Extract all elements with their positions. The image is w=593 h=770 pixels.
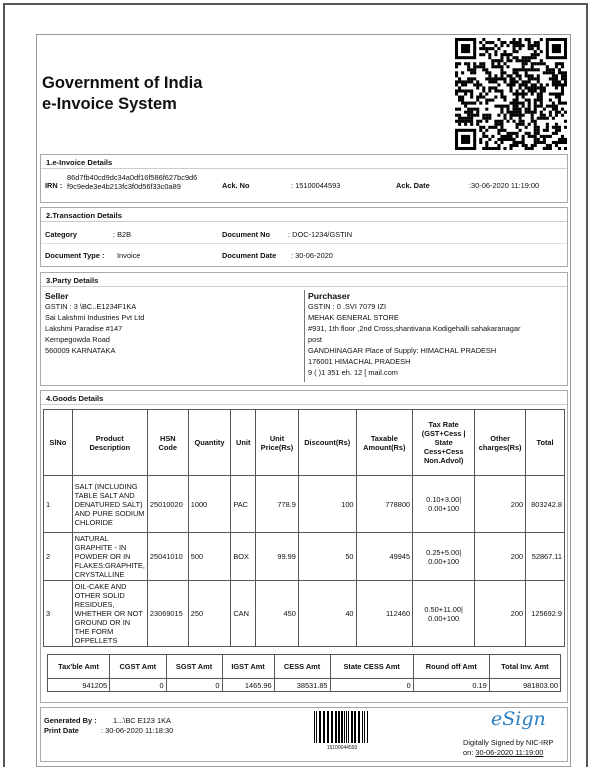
- esign-logo: eSign: [491, 708, 546, 730]
- seller-heading: Seller: [45, 291, 69, 301]
- party-details-section: [40, 272, 568, 386]
- signed-on-label: on:: [463, 748, 474, 757]
- cell-price: 450: [256, 581, 299, 647]
- tax-rate-cell: [413, 533, 475, 581]
- goods-column-header: Discount(Rs): [298, 410, 356, 476]
- cell-other: 200: [475, 533, 526, 581]
- address-line: post: [308, 335, 322, 344]
- tax-rate-line-1: 0.10+3.00|: [426, 495, 462, 504]
- cell-unit: BOX: [231, 533, 256, 581]
- tax-rate-line-2: 0.00+100: [428, 613, 460, 623]
- totals-column-header: IGST Amt: [222, 655, 274, 679]
- purchaser-address: [308, 301, 520, 378]
- totals-table: [47, 654, 561, 692]
- goods-column-header: Other charges(Rs): [475, 410, 526, 476]
- cell-slno: 3: [44, 581, 73, 647]
- purchaser-heading: Purchaser: [308, 291, 351, 301]
- irn-line-2: f9c9ede3e4b213fc3f0d56f33c0a89: [67, 182, 181, 191]
- cell-price: 99.99: [256, 533, 299, 581]
- cell-slno: 2: [44, 533, 73, 581]
- goods-column-header: HSN Code: [147, 410, 188, 476]
- title-line-2: e-Invoice System: [42, 95, 177, 113]
- totals-value: 981803.00: [489, 679, 560, 692]
- cell-taxable: 778800: [356, 476, 413, 533]
- print-date-value: : 30-06-2020 11:18:30: [101, 726, 174, 735]
- cell-discount: 50: [298, 533, 356, 581]
- transaction-details-section: [40, 207, 568, 267]
- cell-other: 200: [475, 476, 526, 533]
- document-no-label: Document No: [222, 230, 271, 239]
- signed-by-text: Digitally Signed by NIC-IRP: [463, 738, 554, 747]
- goods-column-header: Unit Price(Rs): [256, 410, 299, 476]
- tax-rate-line-1: 0.50+11.00|: [424, 604, 463, 614]
- totals-value: 0.19: [413, 679, 489, 692]
- goods-column-header: SlNo: [44, 410, 73, 476]
- goods-column-header: Product Description: [72, 410, 147, 476]
- cell-desc: SALT (INCLUDING TABLE SALT AND DENATURED SALT) AND PURE SODIUM CHLORIDE: [72, 476, 147, 533]
- goods-details-section: [40, 390, 568, 703]
- irn-value: [67, 173, 197, 191]
- cell-desc: NATURAL GRAPHITE - IN POWDER OR IN FLAKES:GRAPHITE, CRYSTALLINE: [72, 533, 147, 581]
- goods-column-header: Quantity: [188, 410, 231, 476]
- totals-column-header: Total Inv. Amt: [489, 655, 560, 679]
- cell-desc: OIL-CAKE AND OTHER SOLID RESIDUES, WHETHER OR NOT GROUND OR IN THE FORM OFPELLETS: [72, 581, 147, 647]
- cell-taxable: 112460: [356, 581, 413, 647]
- goods-column-header: Tax Rate (GST+Cess | State Cess+Cess Non.Advol): [413, 410, 475, 476]
- goods-table: [43, 409, 565, 647]
- table-row: [44, 581, 565, 647]
- document-date-value: : 30-06-2020: [291, 251, 333, 260]
- seller-block: [45, 291, 144, 356]
- qr-code: [455, 38, 567, 150]
- category-value: : B2B: [113, 230, 132, 239]
- cell-total: 125692.9: [526, 581, 565, 647]
- address-line: 560009 KARNATAKA: [45, 346, 116, 355]
- address-line: 176001 HIMACHAL PRADESH: [308, 357, 411, 366]
- cell-other: 200: [475, 581, 526, 647]
- ack-date-label: Ack. Date: [396, 181, 430, 190]
- category-label: Category: [45, 230, 78, 239]
- totals-column-header: SGST Amt: [166, 655, 222, 679]
- cell-qty: 250: [188, 581, 231, 647]
- address-line: 9 ( )1 351 eh. 12 [ mail.com: [308, 368, 398, 377]
- totals-value: 941205: [48, 679, 110, 692]
- purchaser-block: [308, 291, 520, 378]
- address-line: Kempegowda Road: [45, 335, 110, 344]
- cell-hsn: 23069015: [147, 581, 188, 647]
- address-line: GANDHINAGAR Place of Supply: HIMACHAL PRADESH: [308, 346, 497, 355]
- totals-value: 0: [166, 679, 222, 692]
- address-line: MEHAK GENERAL STORE: [308, 313, 399, 322]
- generated-by-label: Generated By :: [44, 716, 97, 725]
- totals-column-header: Tax'ble Amt: [48, 655, 110, 679]
- section-title: 1.e-Invoice Details: [41, 155, 567, 169]
- tax-rate-cell: [413, 581, 475, 647]
- cell-qty: 1000: [188, 476, 231, 533]
- document-type-value: Invoice: [117, 251, 141, 260]
- generated-by-value: 1...\BC E123 1KA: [113, 716, 171, 725]
- tax-rate-cell: [413, 476, 475, 533]
- title-line-1: Government of India: [42, 74, 203, 92]
- tax-rate-line-1: 0.25+5.00|: [426, 547, 462, 557]
- document-date-label: Document Date: [222, 251, 277, 260]
- address-line: Sai Lakshmi Industries Pvt Ltd: [45, 313, 145, 322]
- totals-column-header: State CESS Amt: [330, 655, 413, 679]
- cell-discount: 40: [298, 581, 356, 647]
- ack-no-label: Ack. No: [222, 181, 250, 190]
- table-row: [44, 476, 565, 533]
- tax-rate-line-2: 0.00+100: [428, 556, 460, 566]
- address-line: GSTIN : 3 \BC..E1234F1KA: [45, 302, 137, 311]
- print-date-label: Print Date: [44, 726, 79, 735]
- irn-line-1: 86d7fb40cd9dc34a0df16f586f627bc9d6: [67, 173, 198, 182]
- cell-hsn: 25010020: [147, 476, 188, 533]
- totals-value: 0: [110, 679, 167, 692]
- einvoice-page: [36, 34, 571, 767]
- signed-date: 30-06-2020 11:19:00: [475, 748, 544, 757]
- goods-column-header: Total: [526, 410, 565, 476]
- signed-on-line: [463, 748, 543, 757]
- cell-total: 52867.11: [526, 533, 565, 581]
- address-line: #931, 1th floor ,2nd Cross,shantivana Kodigehalli sahakaranagar: [308, 324, 521, 333]
- totals-column-header: CESS Amt: [274, 655, 330, 679]
- cell-price: 778.9: [256, 476, 299, 533]
- document-no-value: : DOC-1234/GSTIN: [288, 230, 353, 239]
- totals-column-header: Round off Amt: [413, 655, 489, 679]
- cell-taxable: 49945: [356, 533, 413, 581]
- address-line: Lakshmi Paradise #147: [45, 324, 123, 333]
- footer-section: [40, 707, 568, 762]
- cell-slno: 1: [44, 476, 73, 533]
- cell-total: 803242.8: [526, 476, 565, 533]
- ack-no-value: : 15100044593: [291, 181, 341, 190]
- section-title: 2.Transaction Details: [41, 208, 567, 222]
- section-title: 3.Party Details: [41, 273, 567, 287]
- address-line: GSTIN : 0 .SVI 7079 IZI: [308, 302, 387, 311]
- cell-unit: PAC: [231, 476, 256, 533]
- table-row: [44, 533, 565, 581]
- page-title: [42, 73, 202, 115]
- einvoice-details-section: [40, 154, 568, 203]
- section-title: 4.Goods Details: [41, 391, 567, 405]
- document-type-label: Document Type :: [45, 251, 105, 260]
- barcode: [314, 711, 370, 743]
- tax-rate-line-2: 0.00+100: [428, 504, 460, 513]
- seller-address: [45, 301, 144, 356]
- goods-column-header: Unit: [231, 410, 256, 476]
- goods-column-header: Taxable Amount(Rs): [356, 410, 413, 476]
- barcode-number: 15100044593: [326, 745, 358, 751]
- cell-hsn: 25041010: [147, 533, 188, 581]
- totals-value: 38531.85: [274, 679, 330, 692]
- totals-value: 0: [330, 679, 413, 692]
- irn-label: IRN :: [45, 181, 63, 190]
- cell-qty: 500: [188, 533, 231, 581]
- cell-discount: 100: [298, 476, 356, 533]
- cell-unit: CAN: [231, 581, 256, 647]
- ack-date-value: :30-06-2020 11:19:00: [469, 181, 540, 190]
- totals-column-header: CGST Amt: [110, 655, 167, 679]
- totals-value: 1465.96: [222, 679, 274, 692]
